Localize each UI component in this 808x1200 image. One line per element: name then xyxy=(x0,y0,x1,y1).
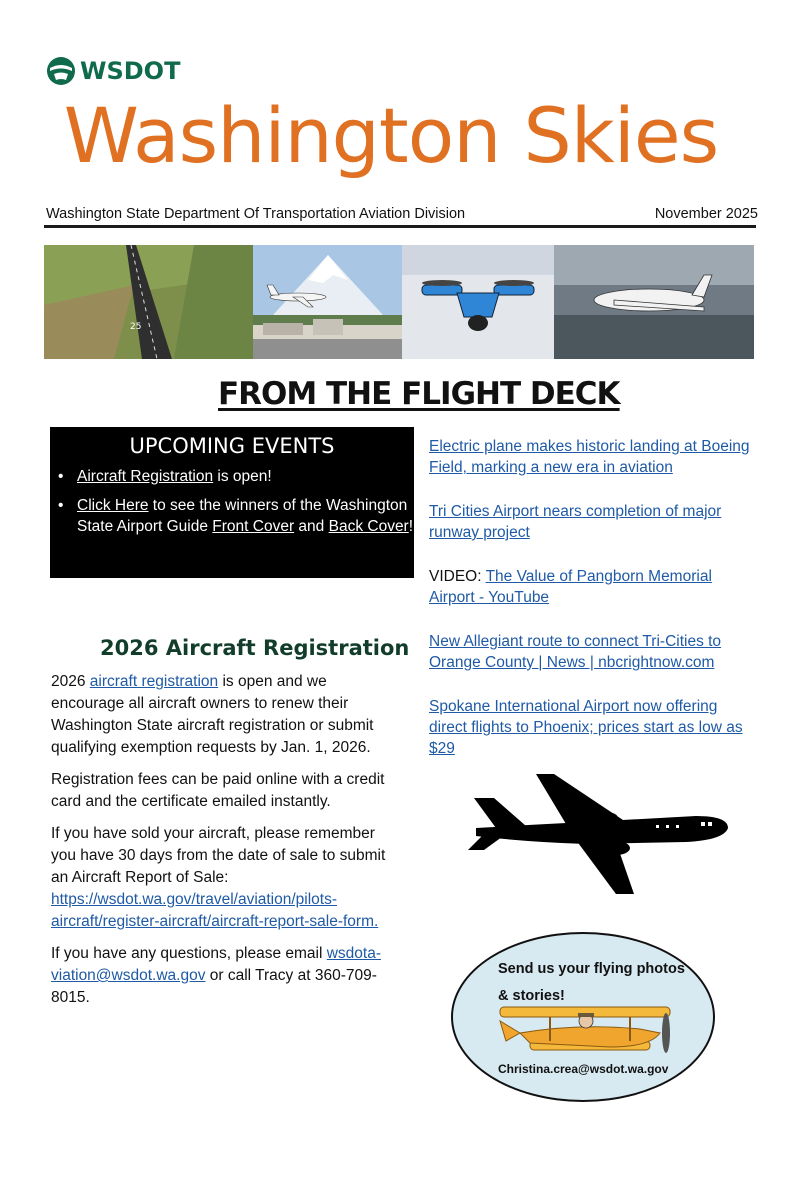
news-item xyxy=(429,631,759,673)
events-list xyxy=(50,466,414,537)
report-of-sale-link[interactable]: https://wsdot.wa.gov/travel/aviation/pilots-aircraft/register-aircraft/aircraft-report-sale-form. xyxy=(51,891,379,930)
events-heading: UPCOMING EVENTS xyxy=(129,434,335,458)
event-item xyxy=(50,466,414,487)
svg-text:25: 25 xyxy=(130,322,142,332)
news-item xyxy=(429,436,759,478)
registration-paragraph xyxy=(51,823,396,933)
aircraft-registration-link[interactable]: aircraft registration xyxy=(89,673,219,690)
registration-paragraph xyxy=(51,943,396,1009)
airport-mountain-photo xyxy=(253,245,402,359)
event-text: and xyxy=(294,518,329,535)
runway-aerial-photo xyxy=(44,245,253,359)
upcoming-events-box xyxy=(50,427,414,578)
news-link[interactable]: New Allegiant route to connect Tri-Cities to Orange County | News | nbcrightnow.com xyxy=(429,633,722,671)
logo-text: WSDOT xyxy=(80,57,181,85)
news-prefix: VIDEO: xyxy=(429,568,486,585)
drone-photo xyxy=(402,245,554,359)
news-link[interactable]: Electric plane makes historic landing at Boeing Field, marking a new era in aviation xyxy=(429,438,750,476)
click-here-link[interactable]: Click Here xyxy=(77,497,149,514)
registration-heading: 2026 Aircraft Registration xyxy=(100,636,410,660)
event-item xyxy=(50,495,414,537)
jet-silhouette-icon xyxy=(466,770,736,900)
electric-plane-photo xyxy=(554,245,754,359)
newsletter-title: Washington Skies xyxy=(63,91,719,180)
text: is open and we encourage all aircraft owners to renew their Washington State aircraft registration or submit qualifying exemption requests by Jan. 1, 2026. xyxy=(51,673,374,756)
news-link[interactable]: The Value of Pangborn Memorial Airport - YouTube xyxy=(429,568,712,606)
promo-title: Send us your flying photos & stories! xyxy=(498,961,685,1004)
aircraft-registration-link[interactable]: Aircraft Registration xyxy=(77,468,214,485)
news-link[interactable]: Spokane International Airport now offering direct flights to Phoenix; prices start as low as $29 xyxy=(429,698,743,757)
department-name: Washington State Department Of Transportation Aviation Division xyxy=(46,206,466,222)
photo-strip xyxy=(44,245,754,359)
wsdot-swirl-icon xyxy=(46,56,76,86)
section-heading: FROM THE FLIGHT DECK xyxy=(218,376,620,412)
biplane-icon xyxy=(490,1003,686,1059)
news-item xyxy=(429,696,759,759)
promo-email[interactable]: Christina.crea@wsdot.wa.gov xyxy=(498,1062,669,1076)
registration-paragraph: Registration fees can be paid online with a credit card and the certificate emailed instantly. xyxy=(51,771,385,810)
registration-article xyxy=(51,671,396,1019)
event-text: to see the winners of the Washington State Airport Guide xyxy=(77,497,408,535)
email-link[interactable]: wsdota-viation@wsdot.wa.gov xyxy=(51,945,382,984)
masthead-rule xyxy=(44,225,756,228)
back-cover-link[interactable]: Back Cover xyxy=(328,518,409,535)
news-item xyxy=(429,501,759,543)
news-link[interactable]: Tri Cities Airport nears completion of major runway project xyxy=(429,503,722,541)
text: If you have sold your aircraft, please remember you have 30 days from the date of sale to submit an Aircraft Report of Sale: xyxy=(51,825,386,886)
event-text: ! xyxy=(408,518,414,535)
event-text: is open! xyxy=(213,468,272,485)
issue-date: November 2025 xyxy=(654,206,758,222)
text: 2026 xyxy=(51,673,90,690)
front-cover-link[interactable]: Front Cover xyxy=(212,518,295,535)
masthead-row xyxy=(46,206,758,222)
registration-paragraph xyxy=(51,671,396,759)
news-item xyxy=(429,566,759,608)
text: or call Tracy at 360-709-8015. xyxy=(51,967,377,1006)
wsdot-logo xyxy=(46,56,180,86)
news-list xyxy=(429,436,759,782)
text: If you have any questions, please email xyxy=(51,945,327,962)
